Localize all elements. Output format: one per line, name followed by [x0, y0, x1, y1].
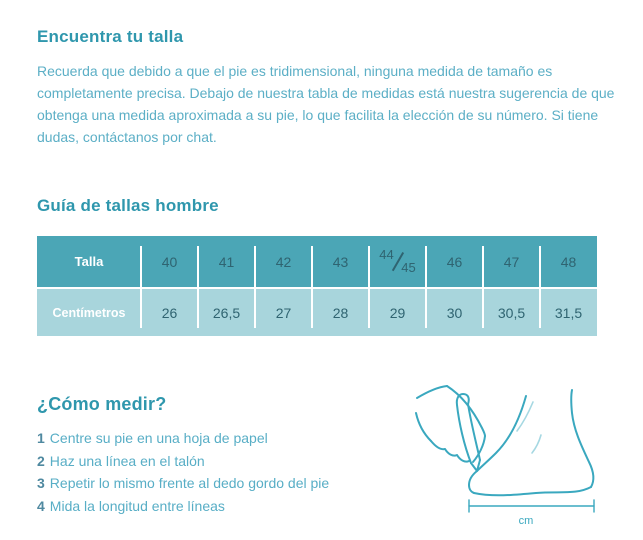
column-separator: [425, 246, 427, 328]
instep-sketch-line: [532, 435, 541, 453]
find-size-description: Recuerda que debido a que el pie es tridimensional, ninguna medida de tamaño es completamente precisa. Debajo de nuestra tabla de medidas está nuestra sugerencia de que obtenga una medida aproximada a su pie, lo que facilita la elección de su número. Si tiene dudas, contáctanos por chat.: [37, 63, 615, 145]
column-separator: [368, 246, 370, 328]
size-cell: 40: [161, 253, 178, 270]
step-number: 3: [37, 475, 45, 491]
measure-step: [37, 495, 329, 518]
step-text: Mida la longitud entre líneas: [49, 497, 225, 514]
step-text: Repetir lo mismo frente al dedo gordo del pie: [49, 475, 330, 491]
size-split-bottom: 45: [401, 260, 416, 275]
cm-cell: 28: [332, 304, 349, 321]
cm-cell: 30,5: [497, 304, 526, 321]
size-cell: 46: [446, 253, 463, 270]
sole-line: [474, 487, 591, 495]
cm-cell: 26: [161, 304, 178, 321]
size-cell: 47: [503, 253, 520, 270]
column-separator: [482, 246, 484, 328]
step-text: Haz una línea en el talón: [49, 452, 205, 469]
size-table-label-centimetros: Centímetros: [52, 305, 126, 320]
foot-measuring-illustration: [414, 383, 636, 540]
size-cell: 48: [560, 253, 577, 270]
size-guide-title: Guía de tallas hombre: [37, 196, 219, 215]
cm-cell: 27: [275, 304, 292, 321]
toe-line: [469, 471, 477, 493]
size-cell: 43: [332, 253, 349, 270]
fingers-line: [431, 441, 469, 462]
size-table-row-talla: [37, 236, 597, 287]
step-text: Centre su pie en una hoja de papel: [49, 430, 268, 446]
measure-steps-list: [37, 427, 329, 517]
column-separator: [311, 246, 313, 328]
column-separator: [197, 246, 199, 328]
column-separator: [539, 246, 541, 328]
cm-cell: 30: [446, 304, 463, 321]
measure-step: [37, 472, 329, 495]
index-finger-line: [447, 386, 485, 436]
measure-step: [37, 427, 329, 450]
size-table-row-centimetros: [37, 287, 597, 336]
find-size-title: Encuentra tu talla: [37, 27, 184, 46]
wrist-line: [417, 386, 447, 398]
cm-cell: 31,5: [554, 304, 583, 321]
size-cell: 42: [275, 253, 292, 270]
cm-label: cm: [518, 515, 534, 527]
step-number: 4: [37, 497, 45, 514]
step-number: 1: [37, 430, 45, 446]
column-separator: [254, 246, 256, 328]
size-cell: 41: [218, 253, 235, 270]
cm-cell: 29: [389, 304, 406, 321]
column-separator: [140, 246, 142, 328]
size-cell-split: [369, 236, 426, 287]
size-table-label-talla: Talla: [74, 254, 104, 269]
hand-back-line: [416, 413, 431, 441]
cm-cell: 26,5: [212, 304, 241, 321]
foot-measuring-sketch: [414, 383, 636, 540]
pencil-body: [457, 394, 480, 463]
size-split-top: 44: [379, 247, 394, 262]
heel-line: [571, 390, 593, 487]
step-number: 2: [37, 452, 45, 469]
size-table: [37, 236, 597, 336]
how-to-measure-title: ¿Cómo medir?: [37, 394, 167, 414]
measure-step: [37, 450, 329, 473]
